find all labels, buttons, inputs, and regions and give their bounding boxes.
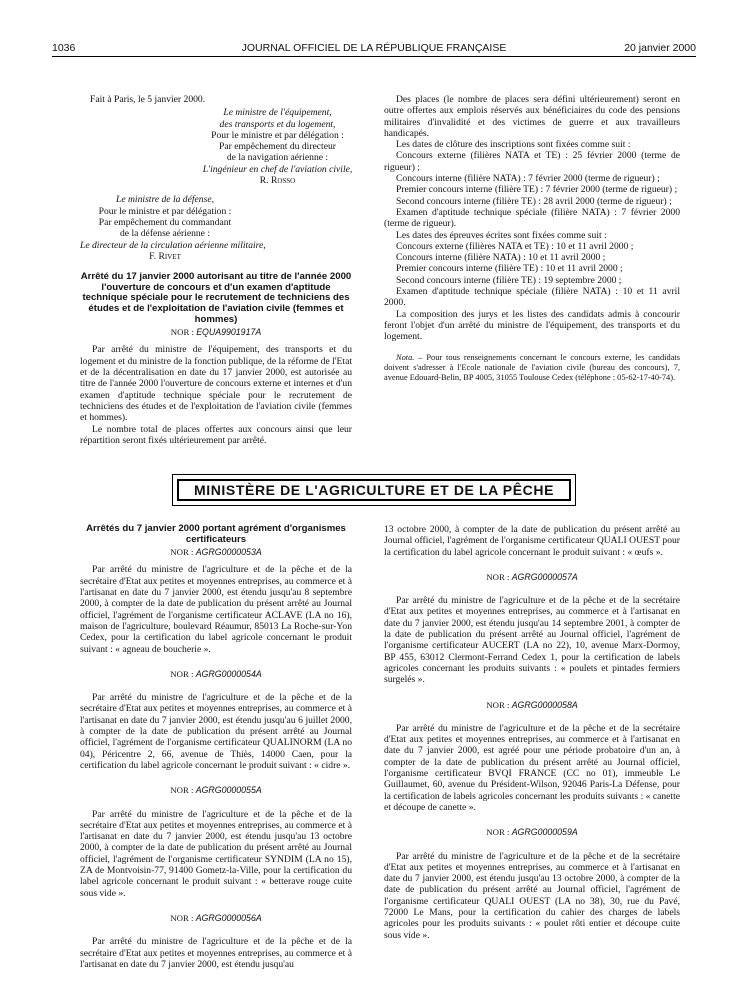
left-bottom-column xyxy=(80,524,352,970)
decree-title: Arrêtés du 7 janvier 2000 portant agrément d'organismes certificateurs xyxy=(86,523,346,545)
paragraph: Par arrêté du ministre de l'équipement, des transports et du logement et du ministre de la fonction publique, de la réforme de l'Etat et de la décentralisation en date du 17 janvier 2000, est autorisée au titre de l'année 2000 l'ouverture de concours externe et internes et d'un examen d'aptitude technique spéciale pour le recrutement de techniciens des études et de l'exploitation de l'aviation civile (femmes et hommes). xyxy=(80,344,352,424)
paragraph: Par arrêté du ministre de l'agriculture et de la pêche et de la secrétaire d'Etat aux petites et moyennes entreprises, au commerce et à l'artisanat en date du 7 janvier 2000, est étendu jusqu'au 14 septembre 2001, à compter de la date de publication du présent arrêté au Journal officiel, l'agrément de l'organisme certificateur AUCERT (LA no 22), 10, avenue Marx-Dormoy, BP 455, 63012 Clermont-Ferrand Cedex 1, pour la certification de labels agricoles concernant les produits suivants : « poulets et pintades fermiers surgelés ». xyxy=(384,595,680,686)
paragraph: Examen d'aptitude technique spéciale (filière NATA) : 7 février 2000 (terme de rigueur). xyxy=(384,206,680,230)
nota-label: Nota. xyxy=(396,352,415,362)
nor-reference: NOR : AGRG0000058A xyxy=(486,699,578,710)
paragraph: Concours interne (filière NATA) : 10 et 11 avril 2000 ; xyxy=(396,252,606,264)
nor-reference: NOR : AGRG0000053A xyxy=(170,547,262,558)
signature-date: Fait à Paris, le 5 janvier 2000. xyxy=(90,94,206,105)
paragraph: Second concours interne (filière TE) : 19 septembre 2000 ; xyxy=(396,274,622,286)
nor-reference: NOR : AGRG0000059A xyxy=(486,827,578,838)
paragraph: Concours externe (filières NATA et TE) : 25 février 2000 (terme de rigueur) ; xyxy=(384,150,680,173)
sig-line: Pour le ministre et par délégation : xyxy=(211,129,344,141)
journal-title: JOURNAL OFFICIEL DE LA RÉPUBLIQUE FRANÇAISE xyxy=(241,42,507,54)
nor-reference: NOR : AGRG0000057A xyxy=(486,571,578,582)
sig-line: de la défense aérienne : xyxy=(119,228,211,240)
paragraph: Par arrêté du ministre de l'agriculture et de la pêche et de la secrétaire d'Etat aux petites et moyennes entreprises, au commerce et à l'artisanat en date du 7 janvier 2000, est étendu jusqu'au 8 septembre 2000, à compter de la date de publication du présent arrêté au Journal officiel, l'agrément de l'organisme certificateur ACLAVE (LA no 16), maison de l'agriculture, boulevard Réaumur, 85013 La Roche-sur-Yon Cedex, pour la certification du label agricole concernant le produit suivant : « agneau de boucherie ». xyxy=(80,564,352,655)
left-top-column xyxy=(80,94,352,446)
sig-line: Le directeur de la circulation aérienne militaire, xyxy=(80,239,266,251)
nota-note xyxy=(384,353,680,383)
signatory-name: F. Rivet xyxy=(149,250,181,262)
paragraph: Par arrêté du ministre de l'agriculture et de la pêche et de la secrétaire d'Etat aux petites et moyennes entreprises, au commerce et à l'artisanat en date du 7 janvier 2000, est étendu jusqu'au 13 octobre 2000, à compter de la date de publication du présent arrêté au Journal officiel, l'agrément de l'organisme certificateur SYNDIM (LA no 15), ZA de Montvoisin-77, 91400 Gometz-la-Ville, pour la certification du label agricole concernant le produit suivant : « betterave rouge cuite sous vide ». xyxy=(80,808,352,899)
paragraph: Premier concours interne (filière TE) : 7 février 2000 (terme de rigueur) ; xyxy=(396,184,678,196)
sig-line: Par empêchement du commandant xyxy=(98,216,232,228)
nor-reference: NOR : AGRG0000054A xyxy=(170,668,262,679)
paragraph: Concours interne (filière NATA) : 7 février 2000 (terme de rigueur) ; xyxy=(396,173,660,185)
paragraph: Des places (le nombre de places sera défini ultérieurement) seront en outre offertes aux emplois réservés aux bénéficiaires du code des pensions militaires d'invalidité et des victimes de guerre et aux travailleurs handicapés. xyxy=(384,94,680,139)
paragraph: La composition des jurys et les listes des candidats admis à concourir feront l'objet d'un arrêté du ministre de l'équipement, des transports et du logement. xyxy=(384,308,680,343)
ministry-heading: MINISTÈRE DE L'AGRICULTURE ET DE LA PÊCHE xyxy=(177,479,571,501)
right-top-column xyxy=(384,94,680,383)
issue-date: 20 janvier 2000 xyxy=(624,42,696,54)
nor-code: AGRG0000057A xyxy=(511,571,578,582)
ministry-heading-box xyxy=(172,474,576,506)
sig-line: des transports et du logement, xyxy=(219,118,336,130)
nor-reference xyxy=(80,327,352,338)
nor-code: AGRG0000059A xyxy=(511,827,578,838)
paragraph: Second concours interne (filière TE) : 28 avril 2000 (terme de rigueur) ; xyxy=(396,195,672,207)
signature-block-equipment xyxy=(200,107,355,186)
signature-block-defense xyxy=(80,194,266,262)
sig-line: Pour le ministre et par délégation : xyxy=(98,205,232,217)
sig-line: Le ministre de l'équipement, xyxy=(223,107,332,119)
nor-code: AGRG0000053A xyxy=(195,547,262,558)
nor-code: EQUA9901917A xyxy=(196,327,262,338)
paragraph: Par arrêté du ministre de l'agriculture et de la pêche et de la secrétaire d'Etat aux petites et moyennes entreprises, au commerce et à l'artisanat en date du 7 janvier 2000, est agréé pour une période probatoire d'un an, à compter de la date de publication du présent arrêté au Journal officiel, l'organisme certificateur BVQI FRANCE (CC no 01), immeuble Le Guillaumet, 60, avenue du Président-Wilson, 92046 Paris-La Défense, pour la certification de labels agricoles concernant les produits suivants : « canette et découpe de canette ». xyxy=(384,722,680,813)
paragraph: Par arrêté du ministre de l'agriculture et de la pêche et de la secrétaire d'Etat aux petites et moyennes entreprises, au commerce et à l'artisanat en date du 7 janvier 2000, est étendu jusqu'au 13 octobre 2000, à compter de la date de publication du présent arrêté au Journal officiel, l'agrément de l'organisme certificateur QUALI OUEST (LA no 38), 30, rue du Pavé, 72000 Le Mans, pour la certification du cahier des charges de labels agricoles pour les produits suivants : « poulet rôti entier et découpe cuite sous vide ». xyxy=(384,850,680,941)
paragraph: Le nombre total de places offertes aux concours ainsi que leur répartition seront fixés ultérieurement par arrêté. xyxy=(80,423,352,446)
nor-reference: NOR : AGRG0000056A xyxy=(170,912,262,923)
nota-text: – Pour tous renseignements concernant le concours externe, les candidats doivent s'adresser à l'Ecole nationale de l'aviation civile (bureau des concours), 7, avenue Edouard-Belin, BP 4005, 31055 Toulouse Cedex (téléphone : 05-62-17-40-74). xyxy=(384,352,680,382)
sig-line: L'ingénieur en chef de l'aviation civile, xyxy=(202,163,353,175)
nor-code: AGRG0000054A xyxy=(195,668,262,679)
nor-reference: NOR : AGRG0000055A xyxy=(170,785,262,796)
sig-line: Par empêchement du directeur xyxy=(219,141,336,153)
paragraph: 13 octobre 2000, à compter de la date de publication du présent arrêté au Journal officiel, l'agrément de l'organisme certificateur QUALI OUEST pour la certification du label agricole concernant le produit suivant : « œufs ». xyxy=(384,524,680,558)
paragraph: Premier concours interne (filière TE) : 10 et 11 avril 2000 ; xyxy=(396,263,623,275)
signatory-name: R. Rosso xyxy=(259,175,296,187)
nor-code: AGRG0000056A xyxy=(195,912,262,923)
paragraph: Les dates de clôture des inscriptions sont fixées comme suit : xyxy=(396,139,631,151)
nor-code: AGRG0000058A xyxy=(511,699,578,710)
nor-code: AGRG0000055A xyxy=(195,785,262,796)
paragraph: Par arrêté du ministre de l'agriculture et de la pêche et de la secrétaire d'Etat aux petites et moyennes entreprises, au commerce et à l'artisanat en date du 7 janvier 2000, est étendu jusqu'au xyxy=(80,936,352,970)
right-bottom-column xyxy=(384,524,680,941)
paragraph: Examen d'aptitude technique spéciale (filière NATA) : 10 et 11 avril 2000. xyxy=(384,286,680,309)
sig-line: de la navigation aérienne : xyxy=(226,152,329,164)
header-rule xyxy=(52,56,696,57)
sig-line: Le ministre de la défense, xyxy=(116,194,214,206)
nor-label: NOR : xyxy=(170,327,194,338)
page-number: 1036 xyxy=(52,42,76,54)
decree-title: Arrêté du 17 janvier 2000 autorisant au titre de l'année 2000 l'ouverture de concours et d'un examen d'aptitude technique spéciale pour le recrutement de techniciens des études et de l'exploitation de l'aviation civile (femmes et hommes) xyxy=(80,271,352,325)
paragraph: Par arrêté du ministre de l'agriculture et de la pêche et de la secrétaire d'Etat aux petites et moyennes entreprises, au commerce et à l'artisanat en date du 7 janvier 2000, est étendu jusqu'au 6 juillet 2000, à compter de la date de publication du présent arrêté au Journal officiel, l'agrément de l'organisme certificateur QUALINORM (LA no 04), Péricentre 2, 66, avenue de Thiès, 14000 Caen, pour la certification du label agricole concernant le produit suivant : « cidre ». xyxy=(80,692,352,771)
paragraph: Concours externe (filières NATA et TE) : 10 et 11 avril 2000 ; xyxy=(396,240,634,252)
paragraph: Les dates des épreuves écrites sont fixées comme suit : xyxy=(396,229,607,241)
